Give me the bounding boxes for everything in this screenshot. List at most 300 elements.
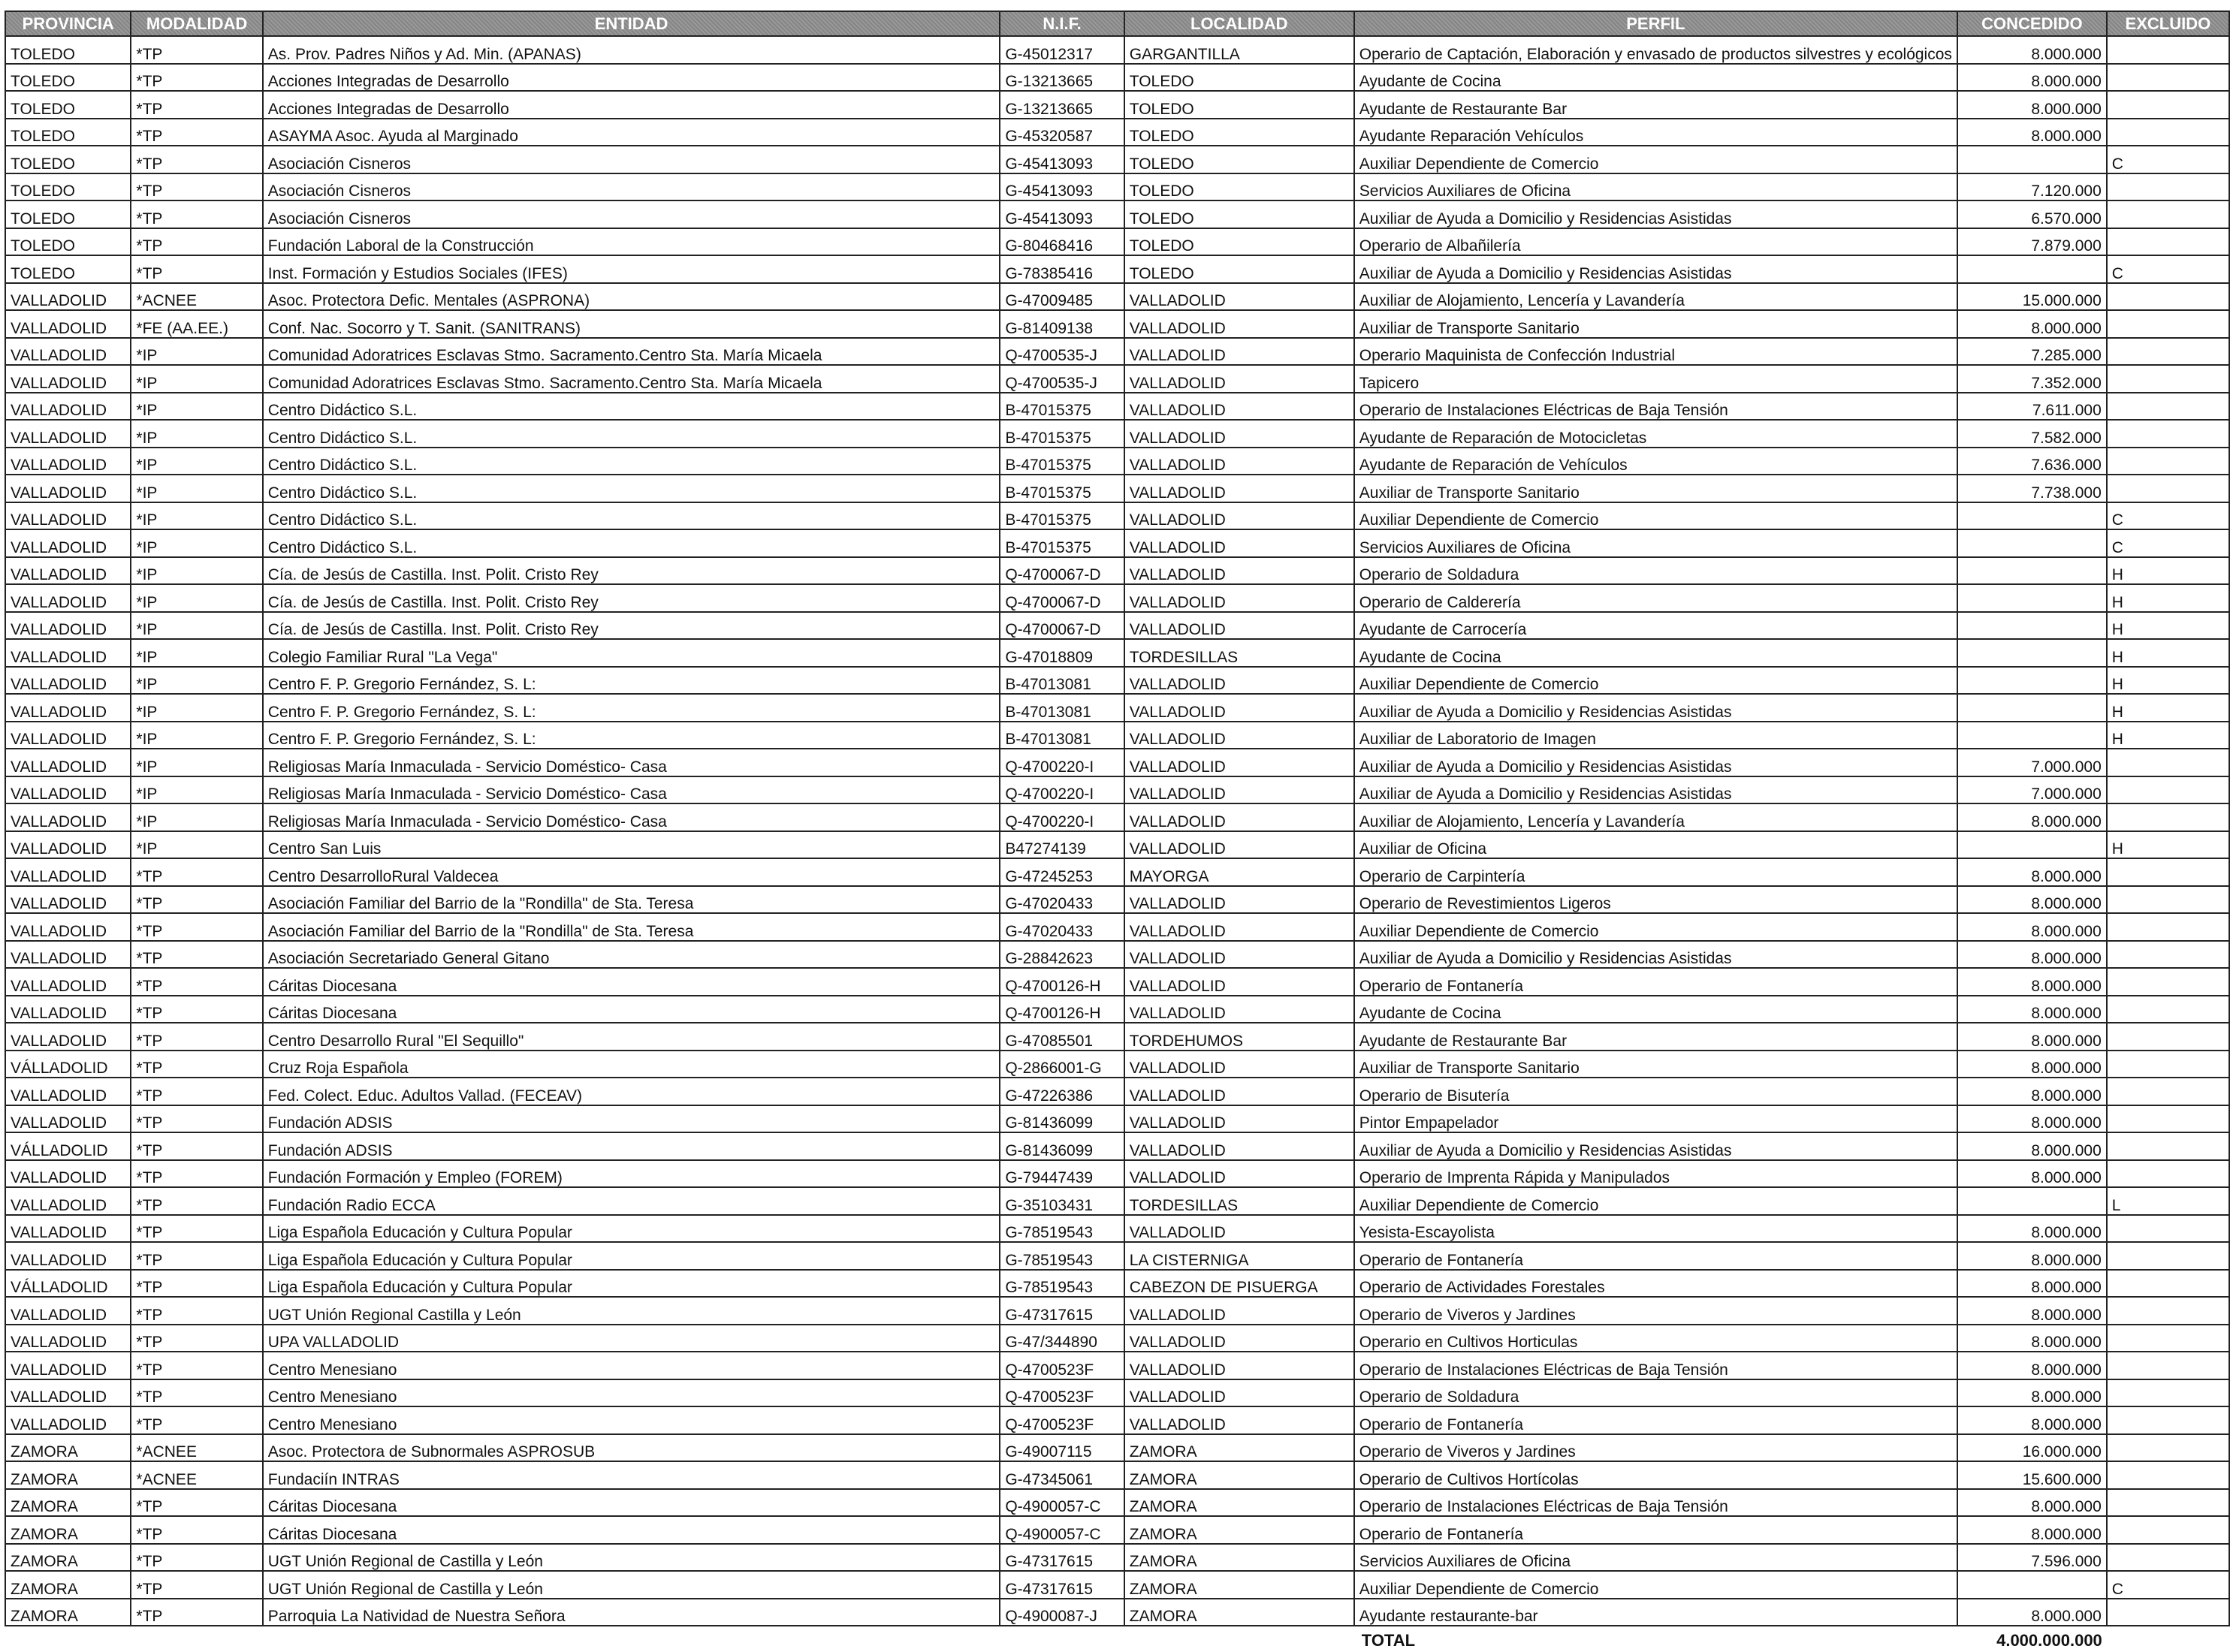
cell-concedido: 8.000.000: [1957, 1352, 2107, 1379]
cell-perfil: Operario de Captación, Elaboración y envasado de productos silvestres y ecológicos: [1354, 36, 1957, 64]
cell-provincia: ZAMORA: [5, 1544, 131, 1572]
cell-concedido: [1957, 1571, 2107, 1599]
cell-nif: G-78385416: [1000, 255, 1124, 283]
cell-concedido: [1957, 694, 2107, 722]
cell-nif: G-13213665: [1000, 91, 1124, 119]
table-row: [5, 338, 2229, 366]
cell-nif: Q-4700220-I: [1000, 776, 1124, 804]
cell-localidad: VALLADOLID: [1124, 831, 1354, 859]
total-label: TOTAL: [1361, 1631, 1416, 1649]
cell-modalidad: *TP: [131, 173, 262, 201]
table-row: [5, 1544, 2229, 1572]
cell-provincia: VALLADOLID: [5, 722, 131, 749]
cell-entidad: Centro F. P. Gregorio Fernández, S. L:: [263, 694, 1000, 722]
cell-excluido: C: [2107, 146, 2229, 173]
cell-localidad: ZAMORA: [1124, 1434, 1354, 1462]
cell-provincia: VÁLLADOLID: [5, 1270, 131, 1298]
cell-entidad: Centro Didáctico S.L.: [263, 529, 1000, 557]
cell-localidad: VALLADOLID: [1124, 1078, 1354, 1105]
cell-concedido: 7.738.000: [1957, 475, 2107, 502]
cell-localidad: VALLADOLID: [1124, 1379, 1354, 1407]
cell-entidad: UGT Unión Regional Castilla y León: [263, 1297, 1000, 1325]
table-row: [5, 91, 2229, 119]
cell-perfil: Operario de Soldadura: [1354, 557, 1957, 585]
cell-nif: G-79447439: [1000, 1160, 1124, 1188]
cell-excluido: [2107, 1160, 2229, 1188]
cell-concedido: 8.000.000: [1957, 941, 2107, 969]
cell-nif: G-78519543: [1000, 1215, 1124, 1243]
cell-localidad: VALLADOLID: [1124, 1051, 1354, 1078]
cell-nif: Q-4700220-I: [1000, 749, 1124, 776]
cell-provincia: VALLADOLID: [5, 502, 131, 530]
cell-excluido: [2107, 1132, 2229, 1160]
cell-entidad: Cáritas Diocesana: [263, 1516, 1000, 1544]
cell-perfil: Auxiliar de Oficina: [1354, 831, 1957, 859]
cell-provincia: TOLEDO: [5, 173, 131, 201]
cell-modalidad: *TP: [131, 1132, 262, 1160]
cell-modalidad: *TP: [131, 1406, 262, 1434]
cell-localidad: VALLADOLID: [1124, 584, 1354, 612]
cell-localidad: VALLADOLID: [1124, 283, 1354, 311]
cell-concedido: 7.582.000: [1957, 420, 2107, 448]
cell-localidad: VALLADOLID: [1124, 1406, 1354, 1434]
cell-modalidad: *TP: [131, 886, 262, 914]
table-row: [5, 776, 2229, 804]
cell-localidad: VALLADOLID: [1124, 529, 1354, 557]
cell-modalidad: *IP: [131, 749, 262, 776]
table-row: [5, 1379, 2229, 1407]
cell-nif: B-47013081: [1000, 722, 1124, 749]
cell-modalidad: *TP: [131, 1599, 262, 1626]
cell-provincia: VALLADOLID: [5, 996, 131, 1023]
cell-perfil: Auxiliar de Transporte Sanitario: [1354, 310, 1957, 338]
cell-provincia: VALLADOLID: [5, 1023, 131, 1051]
cell-excluido: [2107, 1489, 2229, 1517]
cell-localidad: VALLADOLID: [1124, 420, 1354, 448]
cell-localidad: VALLADOLID: [1124, 941, 1354, 969]
cell-localidad: VALLADOLID: [1124, 502, 1354, 530]
table-row: [5, 393, 2229, 421]
cell-provincia: VALLADOLID: [5, 365, 131, 393]
cell-nif: G-47020433: [1000, 913, 1124, 941]
cell-provincia: TOLEDO: [5, 36, 131, 64]
cell-modalidad: *TP: [131, 1160, 262, 1188]
cell-concedido: [1957, 502, 2107, 530]
cell-excluido: [2107, 1461, 2229, 1489]
cell-modalidad: *TP: [131, 146, 262, 173]
cell-modalidad: *TP: [131, 1516, 262, 1544]
cell-perfil: Auxiliar de Alojamiento, Lencería y Lavandería: [1354, 283, 1957, 311]
cell-entidad: Cía. de Jesús de Castilla. Inst. Polit. Cristo Rey: [263, 584, 1000, 612]
cell-entidad: Asociación Familiar del Barrio de la "Rondilla" de Sta. Teresa: [263, 913, 1000, 941]
cell-modalidad: *TP: [131, 1352, 262, 1379]
cell-provincia: VÁLLADOLID: [5, 1132, 131, 1160]
cell-localidad: CABEZON DE PISUERGA: [1124, 1270, 1354, 1298]
cell-concedido: 7.596.000: [1957, 1544, 2107, 1572]
cell-nif: B47274139: [1000, 831, 1124, 859]
cell-nif: G-45320587: [1000, 119, 1124, 146]
cell-modalidad: *TP: [131, 996, 262, 1023]
cell-provincia: VALLADOLID: [5, 831, 131, 859]
cell-entidad: Fundación Radio ECCA: [263, 1187, 1000, 1215]
cell-concedido: 8.000.000: [1957, 913, 2107, 941]
cell-entidad: Centro F. P. Gregorio Fernández, S. L:: [263, 667, 1000, 695]
cell-provincia: VALLADOLID: [5, 1297, 131, 1325]
cell-perfil: Ayudante Reparación Vehículos: [1354, 119, 1957, 146]
cell-entidad: Centro Menesiano: [263, 1406, 1000, 1434]
cell-perfil: Operario de Actividades Forestales: [1354, 1270, 1957, 1298]
cell-perfil: Operario de Fontanería: [1354, 1242, 1957, 1270]
cell-concedido: 7.879.000: [1957, 228, 2107, 256]
table-row: [5, 1461, 2229, 1489]
cell-entidad: Asociación Cisneros: [263, 146, 1000, 173]
cell-modalidad: *TP: [131, 1297, 262, 1325]
cell-perfil: Servicios Auxiliares de Oficina: [1354, 1544, 1957, 1572]
cell-modalidad: *IP: [131, 584, 262, 612]
cell-entidad: Religiosas María Inmaculada - Servicio Doméstico- Casa: [263, 776, 1000, 804]
cell-perfil: Yesista-Escayolista: [1354, 1215, 1957, 1243]
cell-provincia: VALLADOLID: [5, 612, 131, 640]
cell-entidad: Religiosas María Inmaculada - Servicio Doméstico- Casa: [263, 749, 1000, 776]
cell-perfil: Ayudante restaurante-bar: [1354, 1599, 1957, 1626]
cell-excluido: [2107, 1297, 2229, 1325]
cell-entidad: Centro San Luis: [263, 831, 1000, 859]
cell-concedido: 8.000.000: [1957, 886, 2107, 914]
cell-localidad: VALLADOLID: [1124, 365, 1354, 393]
table-row: [5, 64, 2229, 92]
cell-nif: Q-4700126-H: [1000, 968, 1124, 996]
cell-localidad: VALLADOLID: [1124, 803, 1354, 831]
cell-excluido: H: [2107, 667, 2229, 695]
cell-modalidad: *TP: [131, 968, 262, 996]
cell-excluido: [2107, 420, 2229, 448]
cell-entidad: Cáritas Diocesana: [263, 968, 1000, 996]
table-row: [5, 749, 2229, 776]
cell-concedido: 8.000.000: [1957, 1132, 2107, 1160]
cell-modalidad: *IP: [131, 831, 262, 859]
cell-provincia: VALLADOLID: [5, 803, 131, 831]
table-row: [5, 255, 2229, 283]
table-row: [5, 173, 2229, 201]
cell-entidad: Comunidad Adoratrices Esclavas Stmo. Sacramento.Centro Sta. María Micaela: [263, 365, 1000, 393]
cell-nif: G-81409138: [1000, 310, 1124, 338]
table-row: [5, 584, 2229, 612]
cell-provincia: VALLADOLID: [5, 913, 131, 941]
cell-excluido: [2107, 1078, 2229, 1105]
cell-perfil: Tapicero: [1354, 365, 1957, 393]
cell-provincia: VALLADOLID: [5, 667, 131, 695]
cell-excluido: [2107, 1270, 2229, 1298]
cell-nif: Q-4700535-J: [1000, 338, 1124, 366]
cell-provincia: VALLADOLID: [5, 529, 131, 557]
cell-modalidad: *TP: [131, 1325, 262, 1352]
cell-localidad: VALLADOLID: [1124, 1352, 1354, 1379]
cell-nif: G-47009485: [1000, 283, 1124, 311]
cell-excluido: [2107, 1379, 2229, 1407]
cell-modalidad: *IP: [131, 667, 262, 695]
cell-perfil: Auxiliar de Ayuda a Domicilio y Residencias Asistidas: [1354, 776, 1957, 804]
cell-entidad: Liga Española Educación y Cultura Popular: [263, 1270, 1000, 1298]
cell-entidad: Fundación Formación y Empleo (FOREM): [263, 1160, 1000, 1188]
cell-excluido: [2107, 1105, 2229, 1133]
cell-concedido: 7.636.000: [1957, 448, 2107, 475]
cell-perfil: Operario de Calderería: [1354, 584, 1957, 612]
cell-nif: B-47013081: [1000, 667, 1124, 695]
cell-entidad: As. Prov. Padres Niños y Ad. Min. (APANAS): [263, 36, 1000, 64]
cell-nif: Q-4700067-D: [1000, 584, 1124, 612]
table-row: [5, 1270, 2229, 1298]
cell-modalidad: *IP: [131, 803, 262, 831]
cell-nif: B-47015375: [1000, 475, 1124, 502]
cell-provincia: VALLADOLID: [5, 639, 131, 667]
cell-perfil: Auxiliar de Ayuda a Domicilio y Residencias Asistidas: [1354, 749, 1957, 776]
cell-perfil: Operario de Instalaciones Eléctricas de Baja Tensión: [1354, 1489, 1957, 1517]
table-row: [5, 1571, 2229, 1599]
cell-concedido: 8.000.000: [1957, 1489, 2107, 1517]
cell-entidad: Centro Didáctico S.L.: [263, 420, 1000, 448]
cell-modalidad: *IP: [131, 338, 262, 366]
cell-concedido: 8.000.000: [1957, 1325, 2107, 1352]
table-row: [5, 831, 2229, 859]
cell-concedido: 8.000.000: [1957, 858, 2107, 886]
table-header: [5, 11, 2229, 36]
grants-table: [5, 11, 2230, 1649]
cell-localidad: VALLADOLID: [1124, 1132, 1354, 1160]
cell-perfil: Operario de Cultivos Hortícolas: [1354, 1461, 1957, 1489]
cell-concedido: 8.000.000: [1957, 1051, 2107, 1078]
cell-entidad: Asoc. Protectora de Subnormales ASPROSUB: [263, 1434, 1000, 1462]
cell-modalidad: *TP: [131, 1078, 262, 1105]
cell-entidad: Centro Menesiano: [263, 1379, 1000, 1407]
table-row: [5, 1325, 2229, 1352]
cell-perfil: Operario de Revestimientos Ligeros: [1354, 886, 1957, 914]
cell-perfil: Auxiliar Dependiente de Comercio: [1354, 146, 1957, 173]
cell-concedido: [1957, 667, 2107, 695]
cell-excluido: C: [2107, 502, 2229, 530]
header-modalidad: MODALIDAD: [131, 11, 262, 36]
cell-provincia: TOLEDO: [5, 255, 131, 283]
cell-modalidad: *TP: [131, 200, 262, 228]
cell-perfil: Ayudante de Restaurante Bar: [1354, 1023, 1957, 1051]
cell-localidad: ZAMORA: [1124, 1599, 1354, 1626]
table-row: [5, 858, 2229, 886]
cell-provincia: TOLEDO: [5, 119, 131, 146]
cell-perfil: Operario de Bisutería: [1354, 1078, 1957, 1105]
header-localidad: LOCALIDAD: [1124, 11, 1354, 36]
cell-localidad: VALLADOLID: [1124, 338, 1354, 366]
cell-provincia: VALLADOLID: [5, 1215, 131, 1243]
cell-excluido: [2107, 1516, 2229, 1544]
cell-perfil: Operario de Viveros y Jardines: [1354, 1297, 1957, 1325]
cell-perfil: Operario de Carpintería: [1354, 858, 1957, 886]
cell-provincia: VALLADOLID: [5, 1379, 131, 1407]
cell-modalidad: *TP: [131, 1105, 262, 1133]
table-row: [5, 803, 2229, 831]
cell-provincia: VALLADOLID: [5, 694, 131, 722]
cell-excluido: H: [2107, 584, 2229, 612]
header-entidad: ENTIDAD: [263, 11, 1000, 36]
cell-excluido: [2107, 941, 2229, 969]
cell-localidad: ZAMORA: [1124, 1489, 1354, 1517]
cell-provincia: TOLEDO: [5, 64, 131, 92]
cell-provincia: VALLADOLID: [5, 584, 131, 612]
cell-localidad: TOLEDO: [1124, 146, 1354, 173]
cell-modalidad: *TP: [131, 858, 262, 886]
cell-nif: G-49007115: [1000, 1434, 1124, 1462]
cell-perfil: Auxiliar Dependiente de Comercio: [1354, 667, 1957, 695]
cell-entidad: Conf. Nac. Socorro y T. Sanit. (SANITRANS): [263, 310, 1000, 338]
cell-entidad: Fundaciín INTRAS: [263, 1461, 1000, 1489]
table-row: [5, 612, 2229, 640]
cell-excluido: [2107, 1406, 2229, 1434]
cell-entidad: Cruz Roja Española: [263, 1051, 1000, 1078]
cell-excluido: [2107, 749, 2229, 776]
cell-entidad: Religiosas María Inmaculada - Servicio Doméstico- Casa: [263, 803, 1000, 831]
cell-excluido: [2107, 913, 2229, 941]
cell-modalidad: *FE (AA.EE.): [131, 310, 262, 338]
cell-localidad: VALLADOLID: [1124, 968, 1354, 996]
cell-nif: G-13213665: [1000, 64, 1124, 92]
table-row: [5, 1434, 2229, 1462]
cell-perfil: Operario de Fontanería: [1354, 968, 1957, 996]
table-row: [5, 1599, 2229, 1626]
cell-modalidad: *TP: [131, 1544, 262, 1572]
cell-perfil: Operario de Imprenta Rápida y Manipulados: [1354, 1160, 1957, 1188]
cell-concedido: 8.000.000: [1957, 1215, 2107, 1243]
cell-localidad: VALLADOLID: [1124, 448, 1354, 475]
cell-entidad: Centro Didáctico S.L.: [263, 502, 1000, 530]
cell-perfil: Operario Maquinista de Confección Industrial: [1354, 338, 1957, 366]
cell-perfil: Auxiliar de Alojamiento, Lencería y Lavandería: [1354, 803, 1957, 831]
cell-localidad: VALLADOLID: [1124, 393, 1354, 421]
cell-localidad: TOLEDO: [1124, 200, 1354, 228]
cell-concedido: 8.000.000: [1957, 996, 2107, 1023]
cell-nif: G-45413093: [1000, 200, 1124, 228]
cell-entidad: Fundación ADSIS: [263, 1132, 1000, 1160]
table-row: [5, 639, 2229, 667]
cell-localidad: VALLADOLID: [1124, 1297, 1354, 1325]
table-row: [5, 996, 2229, 1023]
cell-excluido: [2107, 1434, 2229, 1462]
cell-nif: G-81436099: [1000, 1132, 1124, 1160]
cell-excluido: C: [2107, 529, 2229, 557]
cell-provincia: VALLADOLID: [5, 475, 131, 502]
cell-concedido: [1957, 612, 2107, 640]
cell-provincia: VALLADOLID: [5, 310, 131, 338]
cell-concedido: [1957, 557, 2107, 585]
table-row: [5, 529, 2229, 557]
cell-provincia: VALLADOLID: [5, 1187, 131, 1215]
cell-modalidad: *TP: [131, 91, 262, 119]
cell-modalidad: *IP: [131, 365, 262, 393]
cell-nif: G-47345061: [1000, 1461, 1124, 1489]
cell-concedido: 8.000.000: [1957, 1078, 2107, 1105]
cell-modalidad: *IP: [131, 475, 262, 502]
cell-entidad: Inst. Formación y Estudios Sociales (IFES): [263, 255, 1000, 283]
cell-perfil: Auxiliar de Ayuda a Domicilio y Residencias Asistidas: [1354, 941, 1957, 969]
cell-localidad: VALLADOLID: [1124, 557, 1354, 585]
table-row: [5, 228, 2229, 256]
table-row: [5, 1242, 2229, 1270]
cell-modalidad: *IP: [131, 502, 262, 530]
cell-localidad: VALLADOLID: [1124, 776, 1354, 804]
cell-concedido: 16.000.000: [1957, 1434, 2107, 1462]
cell-concedido: 8.000.000: [1957, 64, 2107, 92]
cell-nif: Q-4700067-D: [1000, 612, 1124, 640]
cell-entidad: Colegio Familiar Rural "La Vega": [263, 639, 1000, 667]
cell-localidad: VALLADOLID: [1124, 1105, 1354, 1133]
table-row: [5, 502, 2229, 530]
table-row: [5, 941, 2229, 969]
table-row: [5, 968, 2229, 996]
cell-provincia: VALLADOLID: [5, 1406, 131, 1434]
cell-localidad: VALLADOLID: [1124, 749, 1354, 776]
cell-perfil: Ayudante de Carrocería: [1354, 612, 1957, 640]
cell-provincia: VALLADOLID: [5, 1105, 131, 1133]
cell-localidad: VALLADOLID: [1124, 612, 1354, 640]
header-concedido: CONCEDIDO: [1957, 11, 2107, 36]
cell-localidad: ZAMORA: [1124, 1461, 1354, 1489]
cell-excluido: [2107, 338, 2229, 366]
cell-nif: Q-4700126-H: [1000, 996, 1124, 1023]
cell-nif: B-47015375: [1000, 448, 1124, 475]
cell-localidad: TOLEDO: [1124, 255, 1354, 283]
cell-entidad: Asociación Secretariado General Gitano: [263, 941, 1000, 969]
cell-perfil: Pintor Empapelador: [1354, 1105, 1957, 1133]
cell-entidad: ASAYMA Asoc. Ayuda al Marginado: [263, 119, 1000, 146]
cell-excluido: [2107, 1599, 2229, 1626]
cell-provincia: ZAMORA: [5, 1599, 131, 1626]
cell-concedido: 8.000.000: [1957, 119, 2107, 146]
table-row: [5, 1105, 2229, 1133]
cell-perfil: Operario de Fontanería: [1354, 1406, 1957, 1434]
cell-nif: G-47085501: [1000, 1023, 1124, 1051]
cell-entidad: UGT Unión Regional de Castilla y León: [263, 1571, 1000, 1599]
cell-provincia: VALLADOLID: [5, 1242, 131, 1270]
table-row: [5, 1406, 2229, 1434]
cell-concedido: 8.000.000: [1957, 803, 2107, 831]
table-row: [5, 1297, 2229, 1325]
cell-concedido: 8.000.000: [1957, 1379, 2107, 1407]
cell-nif: G-78519543: [1000, 1270, 1124, 1298]
cell-modalidad: *TP: [131, 1051, 262, 1078]
cell-entidad: UGT Unión Regional de Castilla y León: [263, 1544, 1000, 1572]
cell-nif: B-47013081: [1000, 694, 1124, 722]
cell-excluido: [2107, 365, 2229, 393]
cell-modalidad: *IP: [131, 639, 262, 667]
cell-localidad: TORDEHUMOS: [1124, 1023, 1354, 1051]
table-row: [5, 420, 2229, 448]
cell-nif: G-47317615: [1000, 1544, 1124, 1572]
cell-excluido: H: [2107, 557, 2229, 585]
cell-perfil: Auxiliar de Transporte Sanitario: [1354, 475, 1957, 502]
cell-concedido: 8.000.000: [1957, 1516, 2107, 1544]
table-row: [5, 283, 2229, 311]
table-row: [5, 1160, 2229, 1188]
cell-excluido: L: [2107, 1187, 2229, 1215]
cell-modalidad: *IP: [131, 694, 262, 722]
cell-concedido: 8.000.000: [1957, 310, 2107, 338]
cell-modalidad: *TP: [131, 255, 262, 283]
table-row: [5, 200, 2229, 228]
cell-provincia: VALLADOLID: [5, 393, 131, 421]
cell-excluido: [2107, 173, 2229, 201]
cell-localidad: TOLEDO: [1124, 228, 1354, 256]
cell-entidad: Centro Didáctico S.L.: [263, 393, 1000, 421]
cell-modalidad: *TP: [131, 1215, 262, 1243]
cell-excluido: [2107, 803, 2229, 831]
cell-provincia: VALLADOLID: [5, 420, 131, 448]
